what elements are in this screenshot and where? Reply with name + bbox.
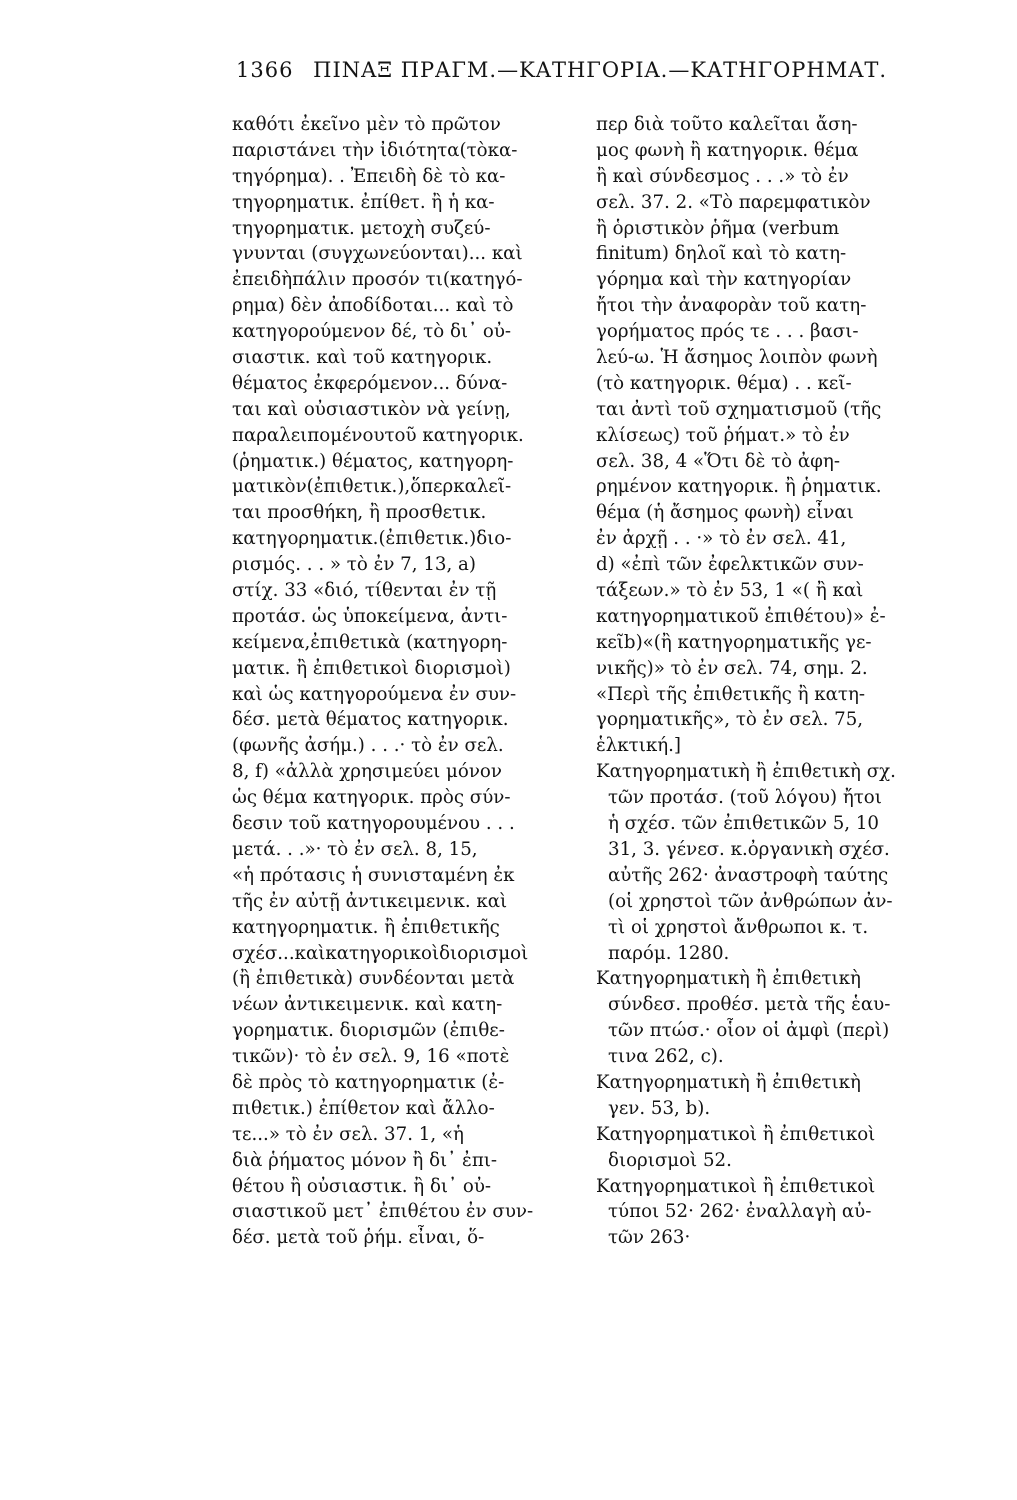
text-line: ἢ καὶ σύνδεσμος . . .» τὸ ἐν xyxy=(596,165,849,187)
text-line: τηγορηματικ. μετοχὴ συζεύ- xyxy=(232,217,491,239)
text-line: ἑλκτική.] xyxy=(596,735,681,757)
text-line: (τὸ κατηγορικ. θέμα) . . κεῖ- xyxy=(596,372,852,394)
text-line: γορηματικῆς», τὸ ἐν σελ. 75, xyxy=(596,709,864,731)
index-entry-continuation: αὐτῆς 262· ἀναστροφὴ ταύτης xyxy=(608,864,889,886)
text-line: ρημένον κατηγορικ. ἢ ῥηματικ. xyxy=(596,476,882,498)
index-entry-continuation: τῶν προτάσ. (τοῦ λόγου) ἤτοι xyxy=(608,787,882,809)
page-header xyxy=(236,58,896,94)
text-line: περ διὰ τοῦτο καλεῖται ἄση- xyxy=(596,114,858,135)
text-line: δέσ. μετὰ θέματος κατηγορικ. xyxy=(232,709,509,731)
text-line: σχέσ...καὶκατηγορικοὶδιορισμοὶ xyxy=(232,942,529,964)
index-entry-continuation: τὶ οἱ χρηστοὶ ἄνθρωποι κ. τ. xyxy=(608,916,869,938)
left-text-column xyxy=(232,112,570,1251)
text-line: γορηματικ. διορισμῶν (ἐπιθε- xyxy=(232,1020,505,1042)
text-line: ται προσθήκη, ἢ προσθετικ. xyxy=(232,502,487,524)
text-line: Κατηγορηματικὴ ἢ ἐπιθετικὴ xyxy=(596,968,861,990)
text-line: «ἡ πρότασις ἡ συνισταμένη ἐκ xyxy=(232,864,515,886)
index-entry-continuation: ἡ σχέσ. τῶν ἐπιθετικῶν 5, 10 xyxy=(608,813,879,835)
text-line: «Περὶ τῆς ἐπιθετικῆς ἢ κατη- xyxy=(596,683,866,705)
index-entry-continuation: 31, 3. γένεσ. κ.ὀργανικὴ σχέσ. xyxy=(608,838,890,860)
text-line: ρημα) δὲν ἀποδίδοται... καὶ τὸ xyxy=(232,295,514,317)
text-line: γνυνται (συγχωνεύονται)... καὶ xyxy=(232,243,523,265)
text-line: σελ. 38, 4 «Ὅτι δὲ τὸ ἀφη- xyxy=(596,450,840,472)
text-line: τε...» τὸ ἐν σελ. 37. 1, «ἡ xyxy=(232,1123,464,1145)
text-line: γόρημα καὶ τὴν κατηγορίαν xyxy=(596,269,852,291)
index-entry-continuation: (οἱ χρηστοὶ τῶν ἀνθρώπων ἀν- xyxy=(608,890,893,912)
text-line: σιαστικοῦ μετ᾽ ἐπιθέτου ἐν συν- xyxy=(232,1201,534,1223)
text-line: (φωνῆς ἀσήμ.) . . .· τὸ ἐν σελ. xyxy=(232,735,504,757)
text-line: 8, f) «ἀλλὰ χρησιμεύει μόνον xyxy=(232,761,502,783)
text-line: νικῆς)» τὸ ἐν σελ. 74, σημ. 2. xyxy=(596,657,868,679)
index-entry-continuation: τινα 262, c). xyxy=(608,1046,724,1068)
text-line: νέων ἀντικειμενικ. καὶ κατη- xyxy=(232,994,503,1016)
text-line: καθότι ἐκεῖνο μὲν τὸ πρῶτον xyxy=(232,114,501,135)
text-line: ἤτοι τὴν ἀναφορὰν τοῦ κατη- xyxy=(596,295,867,317)
index-entry-continuation: τύποι 52· 262· ἐναλλαγὴ αὐ- xyxy=(608,1201,872,1223)
text-line: κατηγορηματικοῦ ἐπιθέτου)» ἐ- xyxy=(596,605,886,627)
text-line: τάξεων.» τὸ ἐν 53, 1 «( ἢ καὶ xyxy=(596,580,864,602)
text-line: Κατηγορηματικὴ ἢ ἐπιθετικὴ xyxy=(596,1071,861,1093)
text-line: θέμα (ἡ ἄσημος φωνὴ) εἶναι xyxy=(596,502,854,524)
text-line: τῆς ἐν αὐτῇ ἀντικειμενικ. καὶ xyxy=(232,890,508,912)
text-line: Κατηγορηματικὴ ἢ ἐπιθετικὴ σχ. xyxy=(596,761,896,783)
text-line: σιαστικ. καὶ τοῦ κατηγορικ. xyxy=(232,347,493,369)
text-line: θέτου ἢ οὐσιαστικ. ἢ δι᾽ οὐ- xyxy=(232,1175,492,1197)
right-text-column xyxy=(596,112,938,1251)
text-line: παραλειπομένουτοῦ κατηγορικ. xyxy=(232,424,524,446)
text-line: γορήματος πρός τε . . . βασι- xyxy=(596,321,859,343)
index-entry-continuation: τῶν 263· xyxy=(608,1227,691,1249)
text-line: λεύ-ω. Ἡ ἄσημος λοιπὸν φωνὴ xyxy=(596,347,878,369)
text-line: Κατηγορηματικοὶ ἢ ἐπιθετικοὶ xyxy=(596,1123,876,1145)
text-line: κατηγορηματικ.(ἐπιθετικ.)διο- xyxy=(232,528,512,550)
text-line: ἢ ὁριστικὸν ῥῆμα (verbum xyxy=(596,217,840,239)
text-line: δὲ πρὸς τὸ κατηγορηματικ (ἐ- xyxy=(232,1071,505,1093)
text-line: σελ. 37. 2. «Τὸ παρεμφατικὸν xyxy=(596,191,871,213)
text-line: στίχ. 33 «διό, τίθενται ἐν τῇ xyxy=(232,580,497,602)
text-line: κεῖb)«(ἢ κατηγορηματικῆς γε- xyxy=(596,631,872,653)
text-line: τικῶν)· τὸ ἐν σελ. 9, 16 «ποτὲ xyxy=(232,1046,510,1068)
text-line: δεσιν τοῦ κατηγορουμένου . . . xyxy=(232,813,515,835)
page-number: 1366 xyxy=(236,58,294,82)
text-line: μος φωνὴ ἢ κατηγορικ. θέμα xyxy=(596,139,859,161)
text-line: ἐπειδὴπάλιν προσόν τι(κατηγό- xyxy=(232,269,523,291)
text-line: μετά. . .»· τὸ ἐν σελ. 8, 15, xyxy=(232,838,478,860)
text-line: ὡς θέμα κατηγορικ. πρὸς σύν- xyxy=(232,787,511,809)
index-entry-continuation: διορισμοὶ 52. xyxy=(608,1149,732,1171)
index-entry-continuation: παρόμ. 1280. xyxy=(608,942,730,964)
text-line: κλίσεως) τοῦ ῥήματ.» τὸ ἐν xyxy=(596,424,850,446)
text-line: Κατηγορηματικοὶ ἢ ἐπιθετικοὶ xyxy=(596,1175,876,1197)
text-line: d) «ἐπὶ τῶν ἐφελκτικῶν συν- xyxy=(596,554,864,576)
text-line: καὶ ὡς κατηγορούμενα ἐν συν- xyxy=(232,683,517,705)
text-line: ται ἀντὶ τοῦ σχηματισμοῦ (τῆς xyxy=(596,398,882,420)
text-line: παριστάνει τὴν ἰδιότητα(τὸκα- xyxy=(232,139,518,161)
text-line: ρισμός. . . » τὸ ἐν 7, 13, a) xyxy=(232,554,476,576)
text-line: (ῥηματικ.) θέματος, κατηγορη- xyxy=(232,450,514,472)
text-line: τηγόρημα). . Ἐπειδὴ δὲ τὸ κα- xyxy=(232,165,506,187)
text-line: θέματος ἐκφερόμενον... δύνα- xyxy=(232,372,508,394)
text-line: ματικ. ἢ ἐπιθετικοὶ διορισμοὶ) xyxy=(232,657,511,679)
text-line: προτάσ. ὡς ὑποκείμενα, ἀντι- xyxy=(232,605,508,627)
text-line: πιθετικ.) ἐπίθετον καὶ ἄλλο- xyxy=(232,1097,495,1119)
text-line: δέσ. μετὰ τοῦ ῥήμ. εἶναι, ὅ- xyxy=(232,1227,485,1249)
index-entry-continuation: τῶν πτώσ.· οἷον οἱ ἀμφὶ (περὶ) xyxy=(608,1020,890,1042)
text-line: finitum) δηλοῖ καὶ τὸ κατη- xyxy=(596,243,847,265)
text-line: ματικὸν(ἐπιθετικ.),ὅπερκαλεῖ- xyxy=(232,476,512,498)
text-line: κείμενα,ἐπιθετικὰ (κατηγορη- xyxy=(232,631,508,653)
text-line: ἐν ἀρχῇ . . ·» τὸ ἐν σελ. 41, xyxy=(596,528,847,550)
text-line: (ἢ ἐπιθετικὰ) συνδέονται μετὰ xyxy=(232,968,515,990)
text-line: κατηγορηματικ. ἢ ἐπιθετικῆς xyxy=(232,916,500,938)
text-line: ται καὶ οὐσιαστικὸν νὰ γείνῃ, xyxy=(232,398,511,420)
text-line: κατηγορούμενον δέ, τὸ δι᾽ οὐ- xyxy=(232,321,512,343)
running-title: ΠΙΝΑΞ ΠΡΑΓΜ.—ΚΑΤΗΓΟΡΙΑ.—ΚΑΤΗΓΟΡΗΜΑΤ. xyxy=(313,58,888,82)
text-line: τηγορηματικ. ἐπίθετ. ἢ ἡ κα- xyxy=(232,191,495,213)
index-entry-continuation: γεν. 53, b). xyxy=(608,1097,711,1119)
text-line: διὰ ῥήματος μόνον ἢ δι᾽ ἐπι- xyxy=(232,1149,498,1171)
index-entry-continuation: σύνδεσ. προθέσ. μετὰ τῆς ἑαυ- xyxy=(608,994,891,1016)
